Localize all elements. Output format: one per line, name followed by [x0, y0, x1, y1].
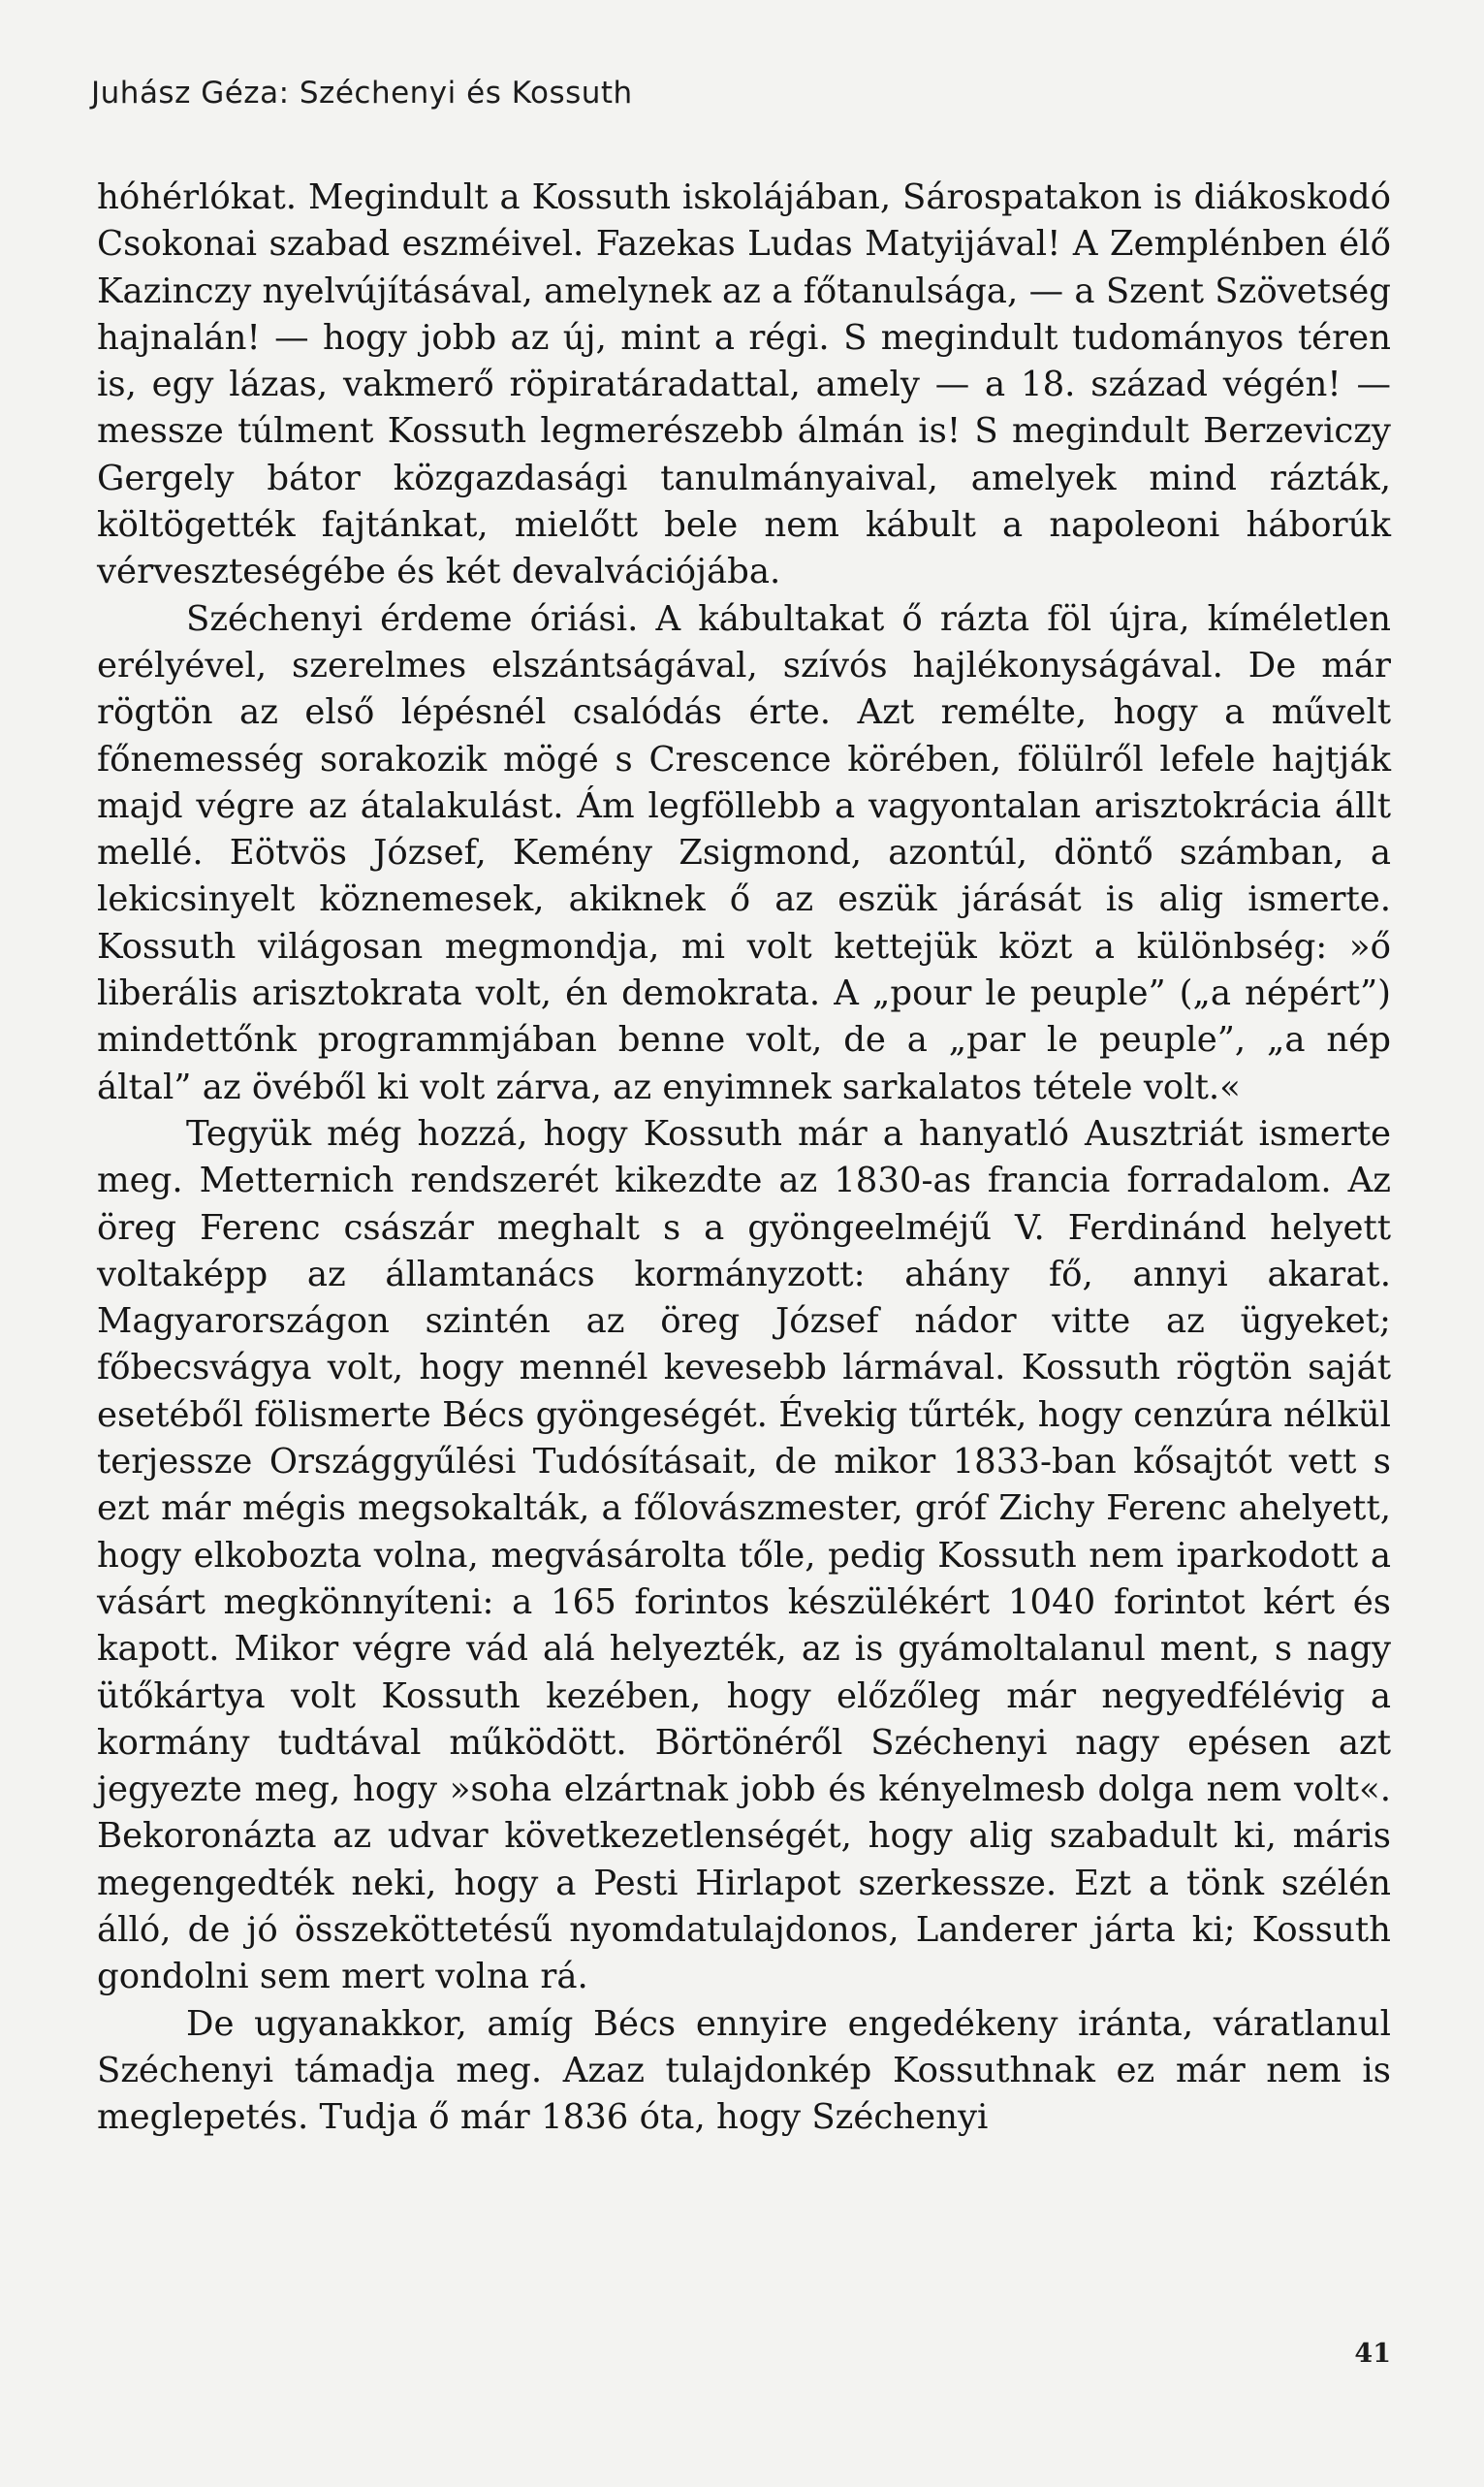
- page-number: 41: [1354, 2339, 1391, 2369]
- paragraph-continuation: hóhérlókat. Megindult a Kossuth iskolájában, Sárospatakon is diákoskodó Csokonai szabad eszméivel. Fazekas Ludas Matyijával! A Zemplénben élő Kazinczy nyelvújításával, amelynek az a főtanulsága, — a Szent Szövetség hajnalán! — hogy jobb az új, mint a régi. S megindult tudományos téren is, egy lázas, vakmerő röpiratáradattal, amely — a 18. század végén! — messze túlment Kossuth legmerészebb álmán is! S megindult Berzeviczy Gergely bátor közgazdasági tanulmányaival, amelyek mind rázták, költögették fajtánkat, mielőtt bele nem kábult a napoleoni háborúk vérveszteségébe és két devalvációjába.: [97, 177, 1391, 592]
- paragraph: Széchenyi érdeme óriási. A kábultakat ő rázta föl újra, kíméletlen erélyével, szerelmes elszántságával, szívós hajlékonyságával. De már rögtön az első lépésnél csalódás érte. Azt remélte, hogy a művelt főnemesség sorakozik mögé s Crescence körében, fölülről lefele hajtják majd végre az átalakulást. Ám legföllebb a vagyontalan arisztokrácia állt mellé. Eötvös József, Kemény Zsigmond, azontúl, döntő számban, a lekicsinyelt köznemesek, akiknek ő az eszük járását is alig ismerte. Kossuth világosan megmondja, mi volt kettejük közt a különbség: »ő liberális arisztokrata volt, én demokrata. A „pour le peuple” („a népért”) mindettőnk programmjában benne volt, de a „par le peuple”, „a nép által” az övéből ki volt zárva, az enyimnek sarkalatos tétele volt.«: [97, 598, 1391, 1107]
- running-head: Juhász Géza: Széchenyi és Kossuth: [91, 76, 633, 111]
- paragraph: De ugyanakkor, amíg Bécs ennyire engedékeny iránta, váratlanul Széchenyi támadja meg. Azaz tulajdonkép Kossuthnak ez már nem is meglepetés. Tudja ő már 1836 óta, hogy Széchenyi: [97, 2003, 1391, 2138]
- paragraph: Tegyük még hozzá, hogy Kossuth már a hanyatló Ausztriát ismerte meg. Metternich rendszerét kikezdte az 1830-as francia forradalom. Az öreg Ferenc császár meghalt s a gyöngeelméjű V. Ferdinánd helyett voltaképp az államtanács kormányzott: ahány fő, annyi akarat. Magyarországon szintén az öreg József nádor vitte az ügyeket; főbecsvágya volt, hogy mennél kevesebb lármával. Kossuth rögtön saját esetéből fölismerte Bécs gyöngeségét. Évekig tűrték, hogy cenzúra nélkül terjessze Országgyűlési Tudósításait, de mikor 1833-ban kősajtót vett s ezt már mégis megsokalták, a főlovászmester, gróf Zichy Ferenc ahelyett, hogy elkobozta volna, megvásárolta tőle, pedig Kossuth nem iparkodott a vásárt megkönnyíteni: a 165 forintos készülékért 1040 forintot kért és kapott. Mikor végre vád alá helyezték, az is gyámoltalanul ment, s nagy ütőkártya volt Kossuth kezében, hogy előzőleg már negyedfélévig a kormány tudtával működött. Börtönéről Széchenyi nagy epésen azt jegyezte meg, hogy »soha elzártnak jobb és kényelmesb dolga nem volt«. Bekoronázta az udvar következetlenségét, hogy alig szabadult ki, máris megengedték neki, hogy a Pesti Hirlapot szerkessze. Ezt a tönk szélén álló, de jó összeköttetésű nyomdatulajdonos, Landerer járta ki; Kossuth gondolni sem mert volna rá.: [97, 1113, 1391, 1997]
- body-text: [97, 175, 1391, 2141]
